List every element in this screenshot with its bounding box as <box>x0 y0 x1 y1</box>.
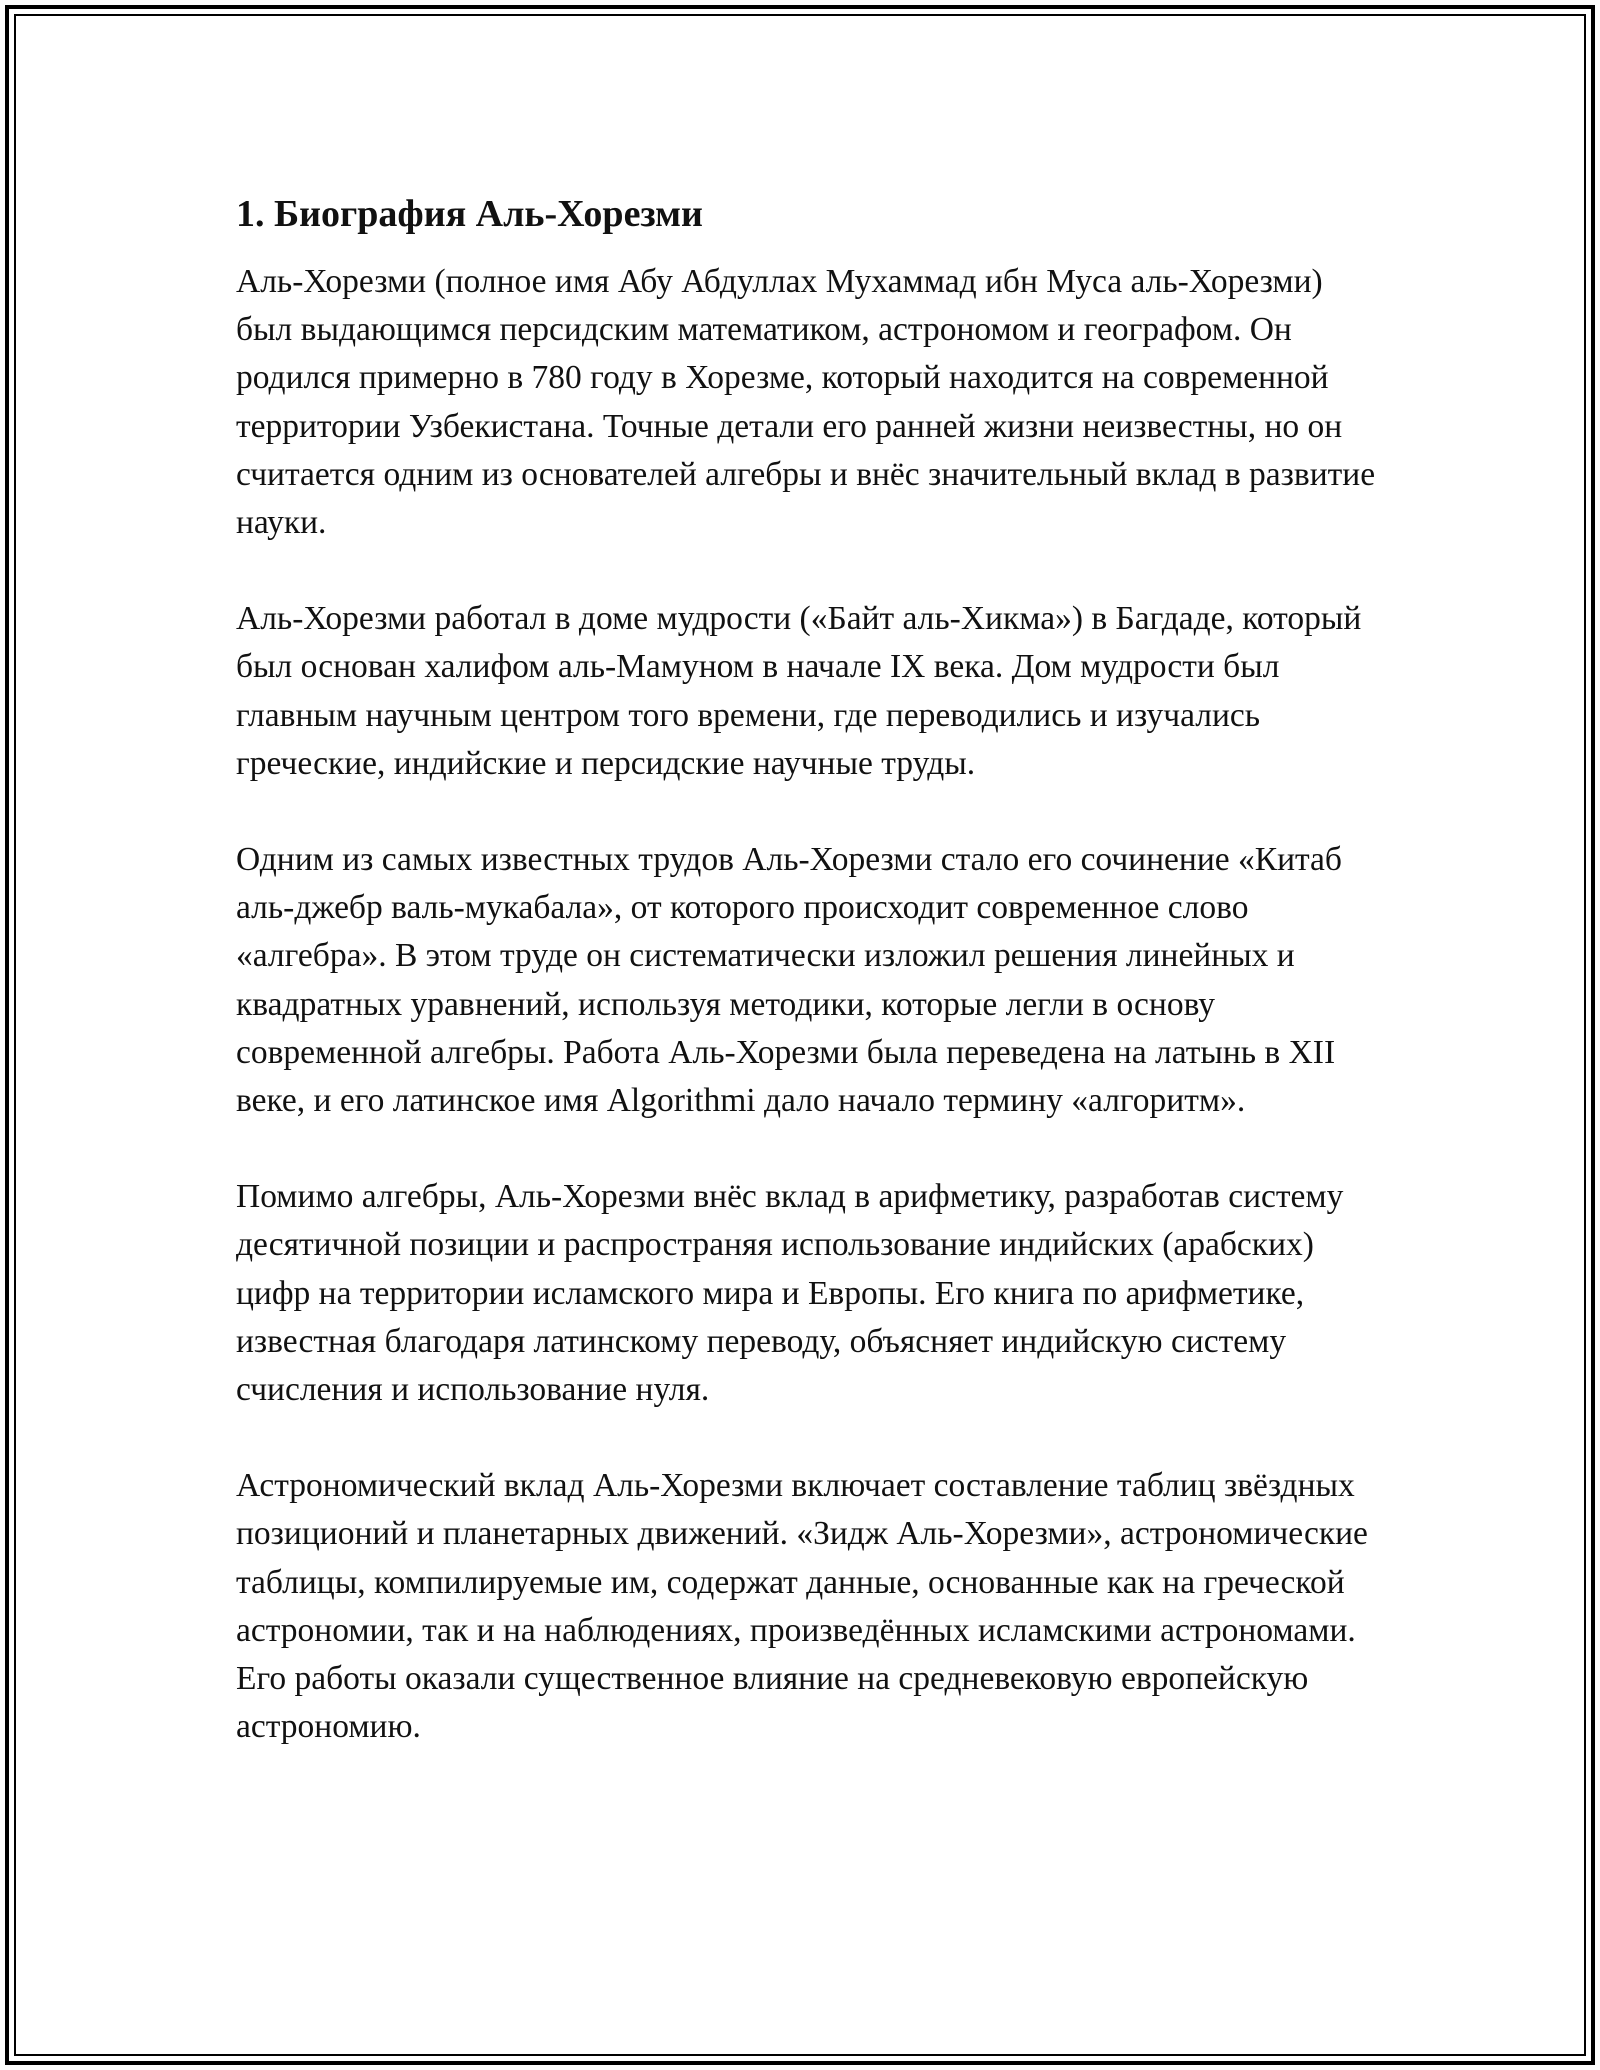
document-body <box>236 186 1386 1799</box>
paragraph-arithmetic: Помимо алгебры, Аль-Хорезми внёс вклад в арифметику, разработав систему десятичной позиции и распространяя использование индийских (арабских) цифр на территории исламского мира и Европы. Его книга по арифметике, известная благодаря латинскому переводу, объясняет индийскую систему счисления и использование нуля. <box>236 1178 1344 1409</box>
paragraph-biography-intro: Аль-Хорезми (полное имя Абу Абдуллах Мухаммад ибн Муса аль-Хорезми) был выдающимся персидским математиком, астрономом и географом. Он родился примерно в 780 году в Хорезме, который находится на современной территории Узбекистана. Точные детали его ранней жизни неизвестны, но он считается одним из основателей алгебры и внёс значительный вклад в развитие науки. <box>236 263 1376 542</box>
paragraph-house-of-wisdom: Аль-Хорезми работал в доме мудрости («Байт аль-Хикма») в Багдаде, который был основан халифом аль-Мамуном в начале IX века. Дом мудрости был главным научным центром того времени, где переводились и изучались греческие, индийские и персидские научные труды. <box>236 600 1362 782</box>
paragraph-algebra: Одним из самых известных трудов Аль-Хорезми стало его сочинение «Китаб аль-джебр валь-мукабала», от которого происходит современное слово «алгебра». В этом труде он систематически изложил решения линейных и квадратных уравнений, используя методики, которые легли в основу современной алгебры. Работа Аль-Хорезми была переведена на латынь в XII веке, и его латинское имя Algorithmi дало начало термину «алгоритм». <box>236 841 1342 1120</box>
paragraph-astronomy: Астрономический вклад Аль-Хорезми включает составление таблиц звёздных позиционий и планетарных движений. «Зидж Аль-Хорезми», астрономические таблицы, компилируемые им, содержат данные, основанные как на греческой астрономии, так и на наблюдениях, произведённых исламскими астрономами. Его работы оказали существенное влияние на средневековую европейскую астрономию. <box>236 1467 1368 1746</box>
section-heading: 1. Биография Аль-Хорезми <box>236 193 703 235</box>
